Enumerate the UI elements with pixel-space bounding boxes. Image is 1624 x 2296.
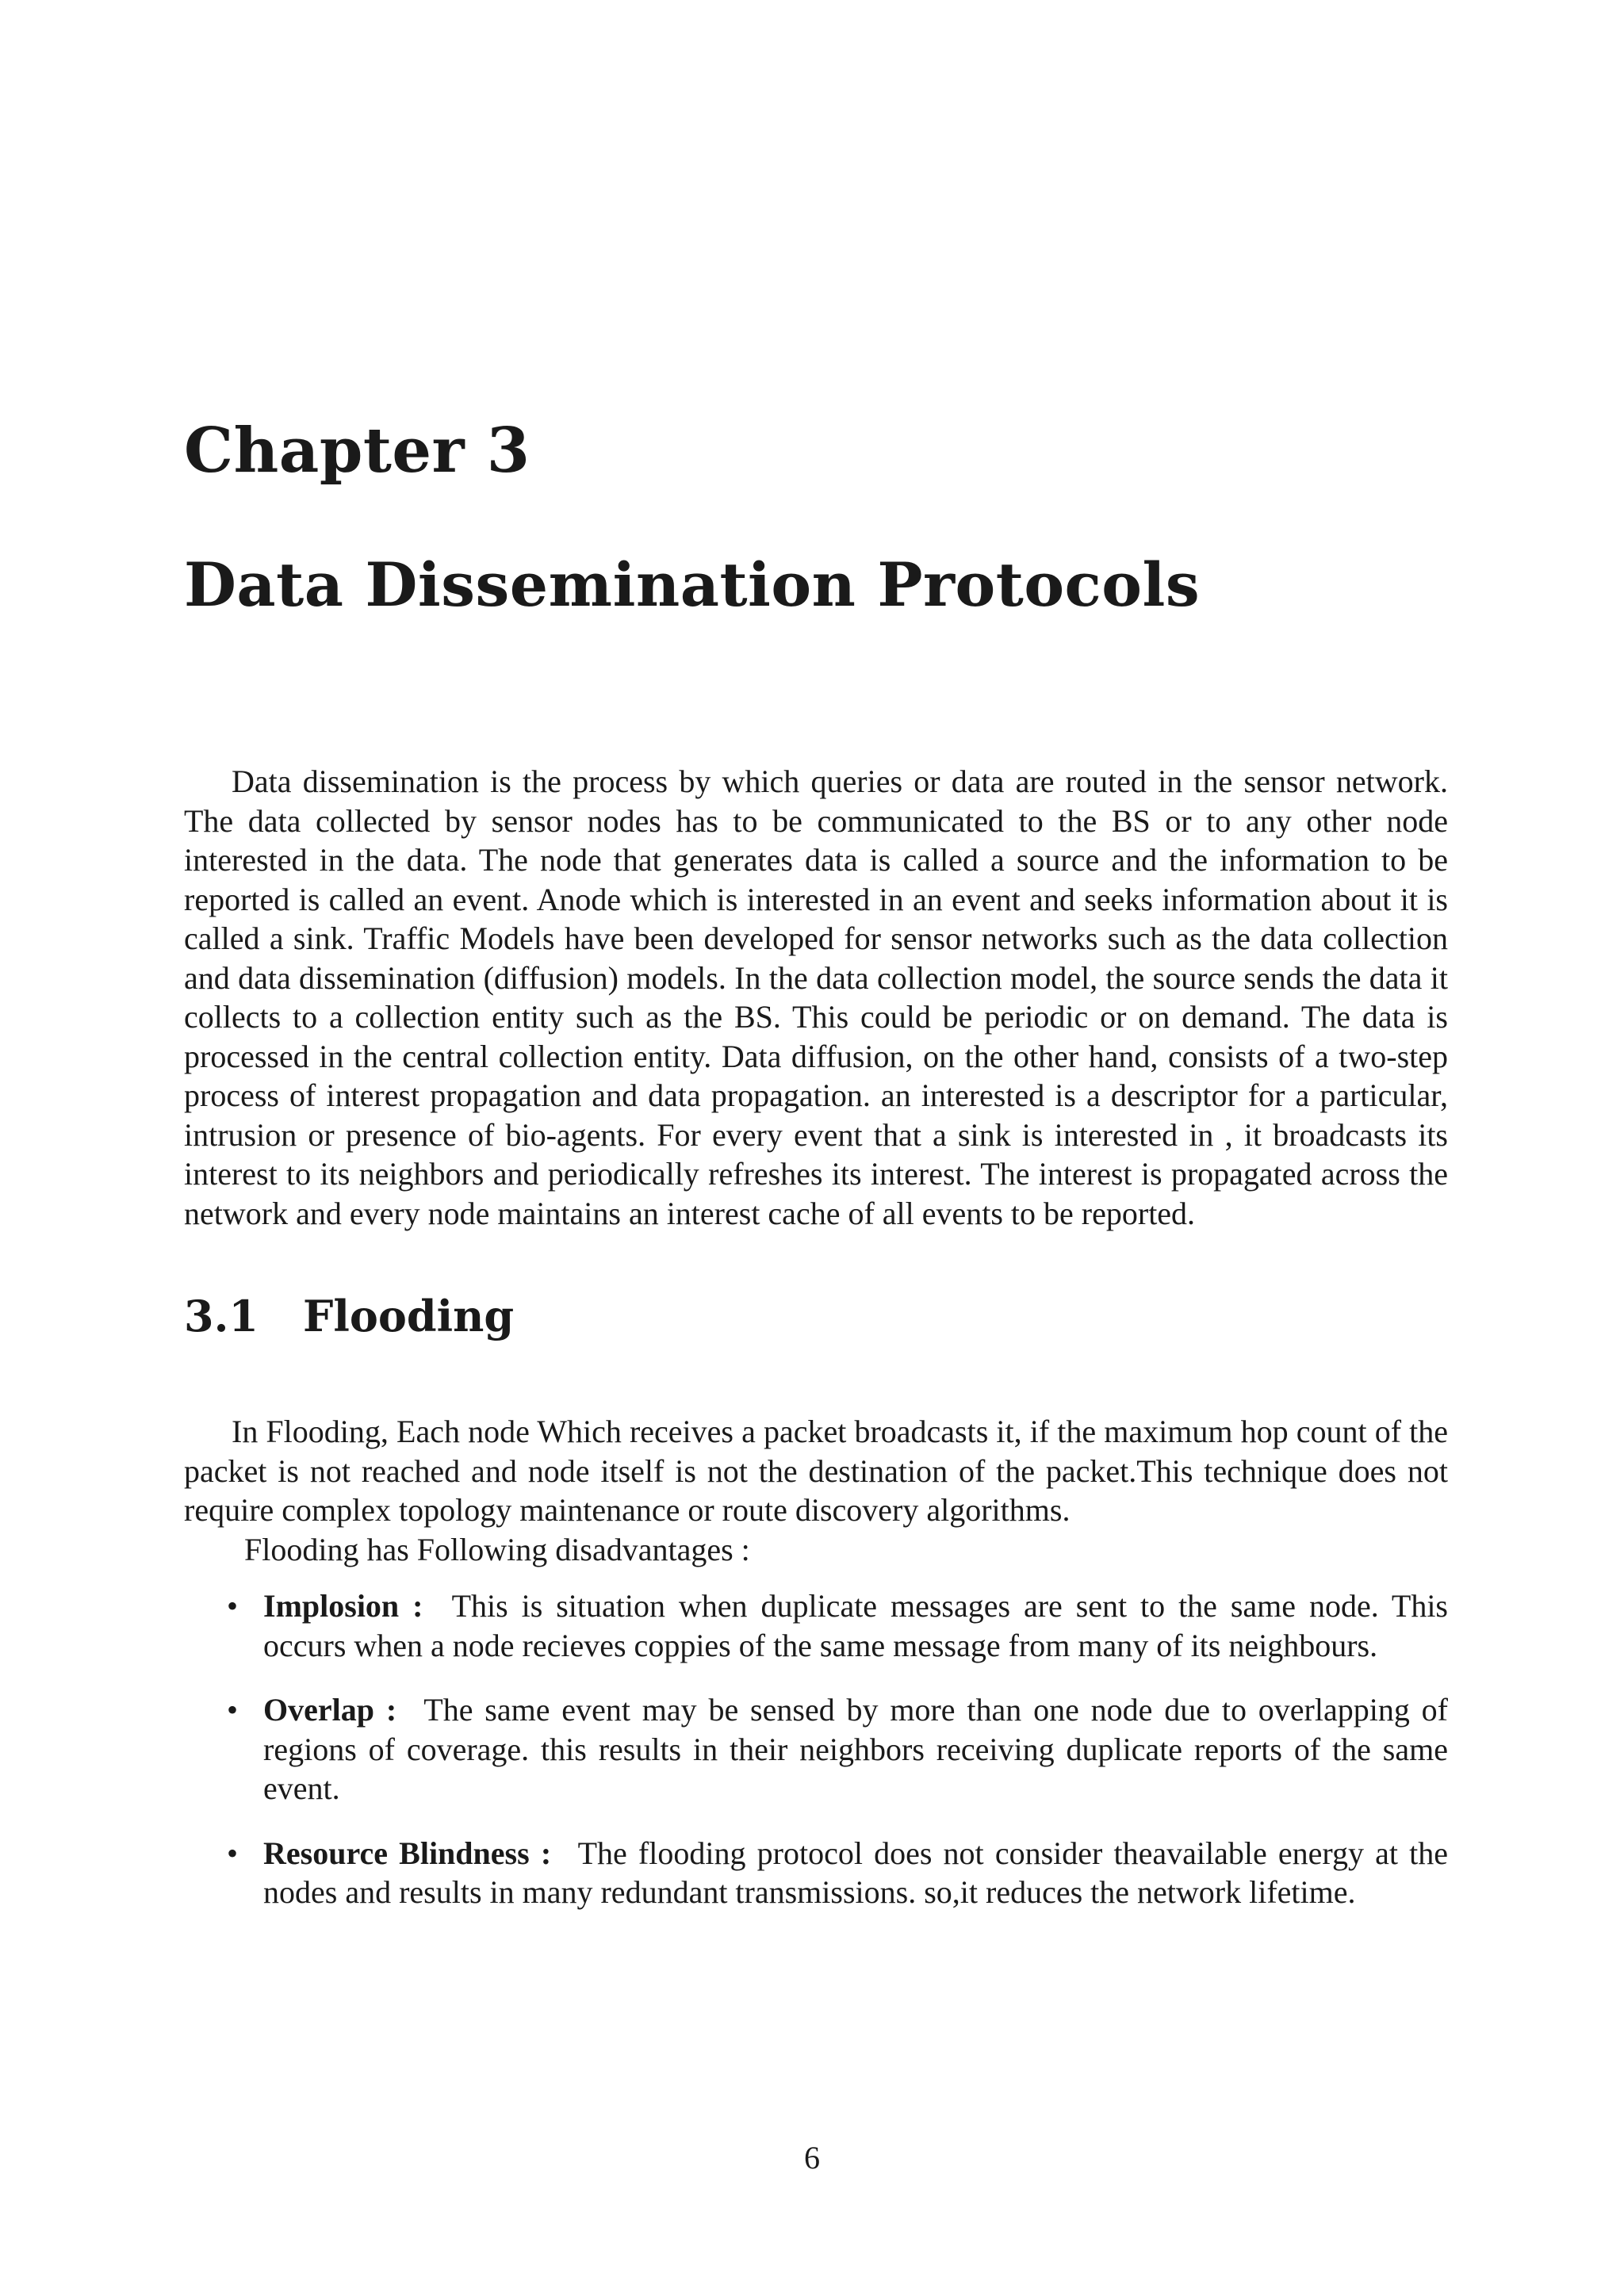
list-item (184, 1834, 1448, 1912)
bullet-text: This is situation when duplicate messages are sent to the same node. This occurs when a node recieves coppies of the same message from many of its neighbours. (263, 1588, 1448, 1663)
bullet-term: Resource Blindness : (263, 1835, 552, 1871)
section-title: Flooding (303, 1291, 515, 1341)
bullet-text: The flooding protocol does not consider theavailable energy at the nodes and results in many redundant transmissions. so,it reduces the network lifetime. (263, 1835, 1449, 1910)
chapter-label: Chapter 3 (184, 415, 530, 487)
bullet-text: The same event may be sensed by more than one node due to overlapping of regions of coverage. this results in their neighbors receiving duplicate reports of the same event. (263, 1692, 1449, 1806)
chapter-title: Data Dissemination Protocols (184, 549, 1201, 620)
list-item (184, 1690, 1448, 1808)
section-heading (184, 1291, 1448, 1341)
section-number: 3.1 (184, 1291, 259, 1341)
bullet-icon: • (227, 1588, 239, 1624)
bullet-icon: • (227, 1692, 239, 1728)
disadvantages-list (184, 1586, 1448, 1912)
disadvantages-intro: Flooding has Following disadvantages : (244, 1531, 750, 1567)
list-item (184, 1586, 1448, 1665)
flooding-paragraph: In Flooding, Each node Which receives a packet broadcasts it, if the maximum hop count of the packet is not reached and node itself is not the destination of the packet.This technique does not require complex topology maintenance or route discovery algorithms. (184, 1414, 1448, 1528)
bullet-term: Implosion : (263, 1588, 423, 1624)
page-content (184, 415, 1449, 1938)
bullet-term: Overlap : (263, 1692, 397, 1728)
page-number: 6 (804, 2140, 820, 2175)
intro-paragraph: Data dissemination is the process by which queries or data are routed in the sensor network. The data collected by sensor nodes has to be communicated to the BS or to any other node interested in the data. The node that generates data is called a source and the information to be reported is called an event. Anode which is interested in an event and seeks information about it is called a sink. Traffic Models have been developed for sensor networks such as the data collection and data dissemination (diffusion) models. In the data collection model, the source sends the data it collects to a collection entity such as the BS. This could be periodic or on demand. The data is processed in the central collection entity. Data diffusion, on the other hand, consists of a two-step process of interest propagation and data propagation. an interested is a descriptor for a particular, intrusion or presence of bio-agents. For every event that a sink is interested in , it broadcasts its interest to its neighbors and periodically refreshes its interest. The interest is propagated across the network and every node maintains an interest cache of all events to be reported. (184, 763, 1448, 1231)
bullet-icon: • (227, 1835, 239, 1871)
